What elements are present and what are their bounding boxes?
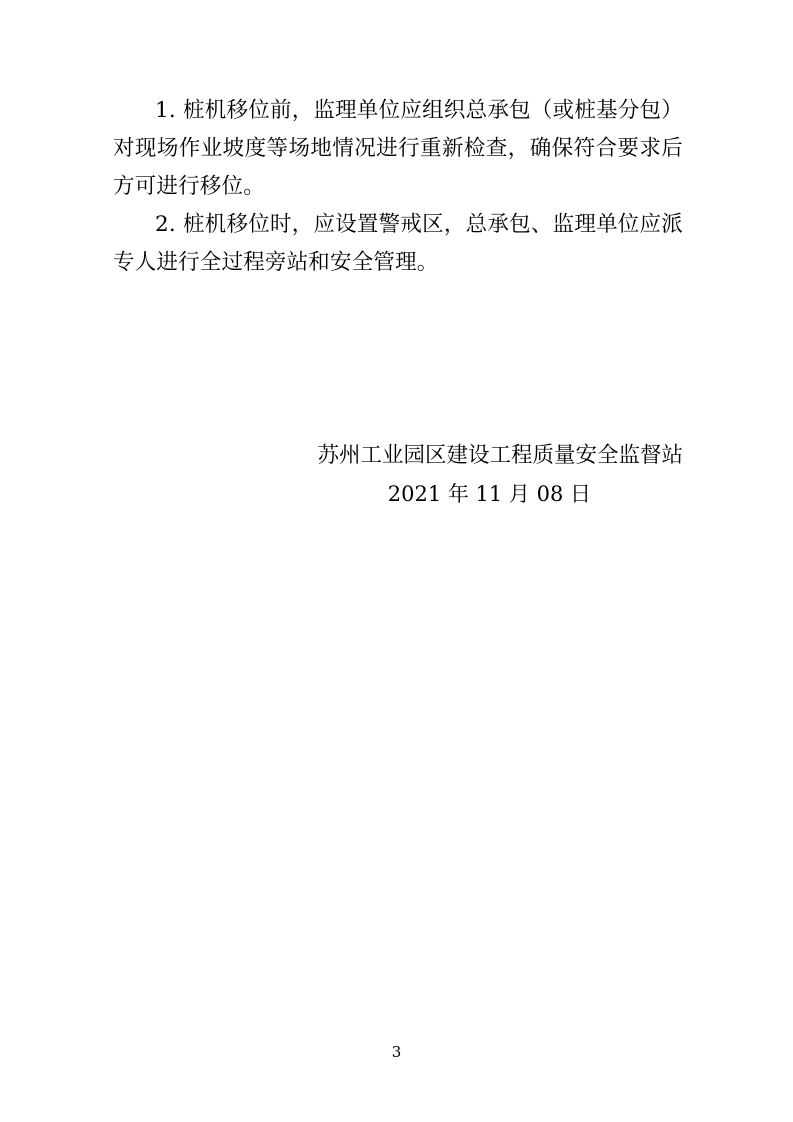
- document-body: [113, 92, 683, 282]
- signature-organization: 苏州工业园区建设工程质量安全监督站: [317, 443, 683, 468]
- paragraph-1: [113, 92, 683, 206]
- page-number: 3: [391, 1043, 402, 1061]
- paragraph-2: [113, 206, 683, 282]
- paragraph-2-text: 桩机移位时，应设置警戒区，总承包、监理单位应派专人进行全过程旁站和安全管理。: [113, 212, 683, 275]
- signature-date: 2021 年 11 月 08 日: [387, 482, 591, 506]
- paragraph-1-number: 1.: [155, 98, 176, 123]
- signature-block: [113, 437, 683, 513]
- paragraph-2-number: 2.: [155, 212, 176, 237]
- paragraph-1-text: 桩机移位前，监理单位应组织总承包（或桩基分包）对现场作业坡度等场地情况进行重新检查，确保符合要求后方可进行移位。: [113, 98, 683, 199]
